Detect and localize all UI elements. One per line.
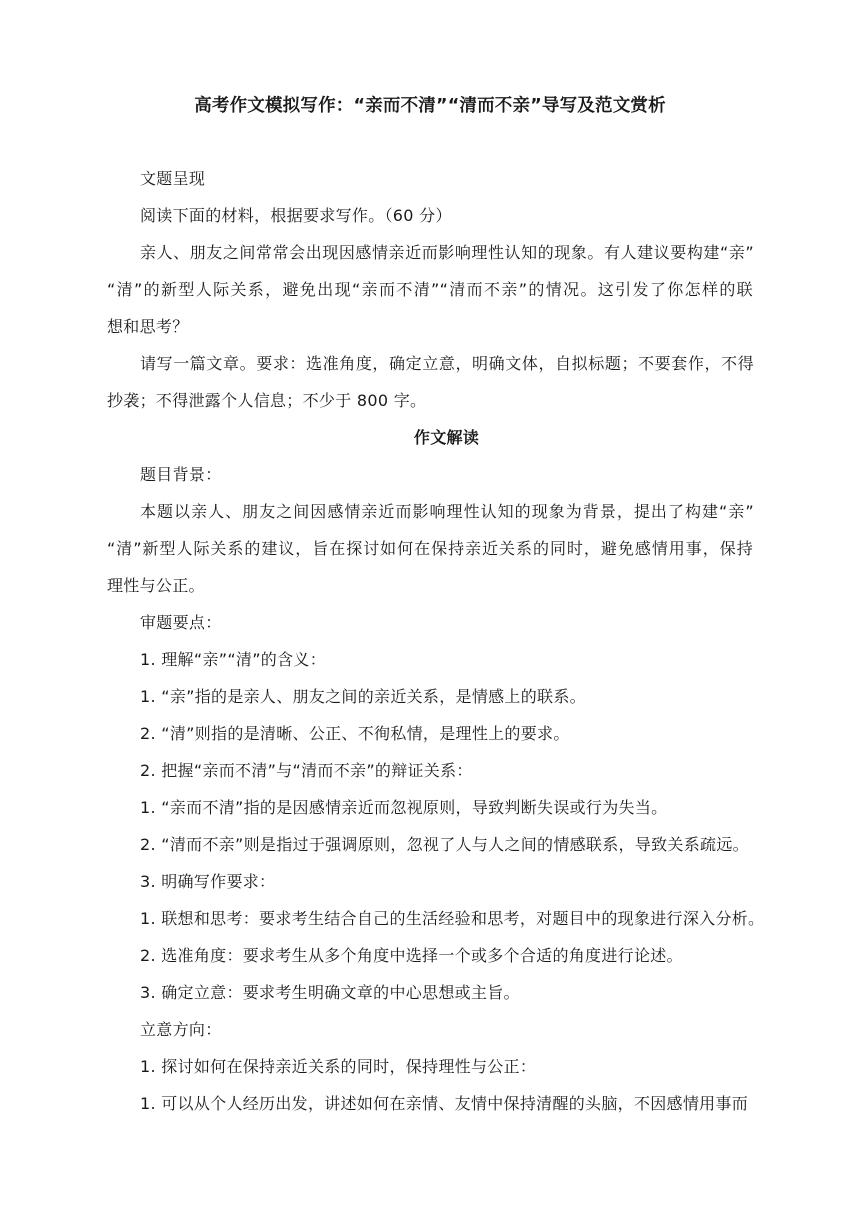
background-line-2: “清”新型人际关系的建议，旨在探讨如何在保持亲近关系的同时，避免感情用事，保持 [107,539,753,558]
subheading-directions: 立意方向： [140,1020,222,1039]
subheading-background: 题目背景： [140,465,222,484]
list-item: 2. 选准角度：要求考生从多个角度中选择一个或多个合适的角度进行论述。 [140,946,683,965]
list-item: 2. “清而不亲”则是指过于强调原则，忽视了人与人之间的情感联系，导致关系疏远。 [140,835,749,854]
material-line-1: 亲人、朋友之间常常会出现因感情亲近而影响理性认知的现象。有人建议要构建“亲” [140,243,754,262]
document-title: 高考作文模拟写作：“亲而不清”“清而不亲”导写及范文赏析 [194,96,666,116]
background-line-1: 本题以亲人、朋友之间因感情亲近而影响理性认知的现象为背景，提出了构建“亲” [140,502,754,521]
list-item: 2. 把握“亲而不清”与“清而不亲”的辩证关系： [140,761,473,780]
instruction-line: 阅读下面的材料，根据要求写作。（60 分） [140,206,452,225]
requirement-line-1: 请写一篇文章。要求：选准角度，确定立意，明确文体，自拟标题；不要套作，不得 [140,354,754,373]
material-line-2: “清”的新型人际关系，避免出现“亲而不清”“清而不亲”的情况。这引发了你怎样的联 [107,280,753,299]
list-item: 1. 联想和思考：要求考生结合自己的生活经验和思考，对题目中的现象进行深入分析。 [140,909,765,928]
subheading-key-points: 审题要点： [140,613,222,632]
material-line-3: 想和思考？ [107,317,189,336]
section-heading-interpretation: 作文解读 [413,428,480,447]
list-item: 1. “亲”指的是亲人、朋友之间的亲近关系，是情感上的联系。 [140,687,586,706]
list-item: 1. 探讨如何在保持亲近关系的同时，保持理性与公正： [140,1057,537,1076]
list-item: 1. “亲而不清”指的是因感情亲近而忽视原则，导致判断失误或行为失当。 [140,798,668,817]
list-item: 3. 明确写作要求： [140,872,276,891]
background-line-3: 理性与公正。 [107,576,205,595]
section-label-prompt: 文题呈现 [140,169,206,188]
list-item: 3. 确定立意：要求考生明确文章的中心思想或主旨。 [140,983,520,1002]
list-item: 1. 可以从个人经历出发，讲述如何在亲情、友情中保持清醒的头脑，不因感情用事而 [140,1094,749,1113]
requirement-line-2: 抄袭；不得泄露个人信息；不少于 800 字。 [107,391,427,410]
list-item: 1. 理解“亲”“清”的含义： [140,650,327,669]
list-item: 2. “清”则指的是清晰、公正、不徇私情，是理性上的要求。 [140,724,570,743]
